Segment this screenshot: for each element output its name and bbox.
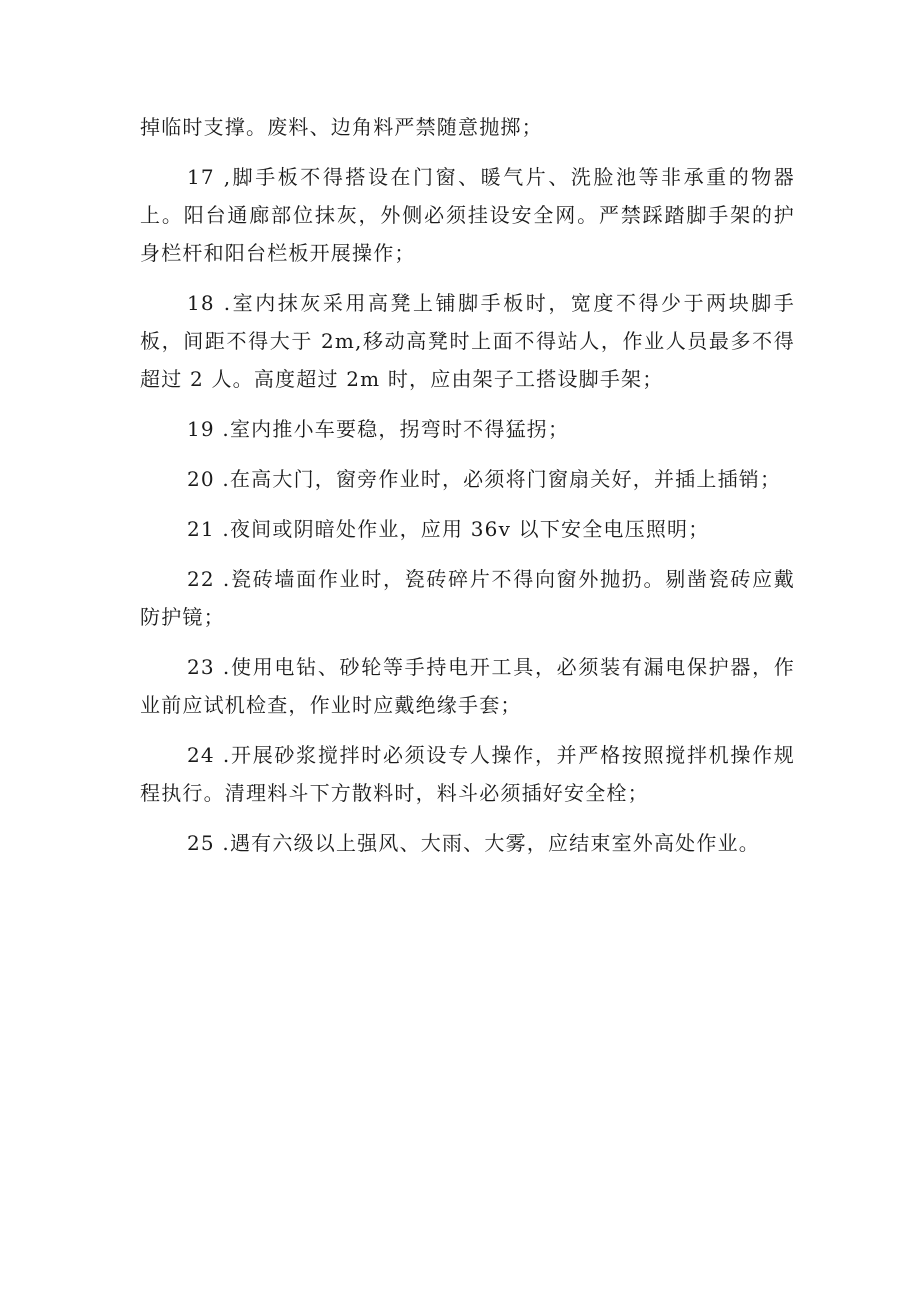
paragraph-19: 19 .室内推小车要稳，拐弯时不得猛拐；	[187, 417, 570, 441]
paragraph-16-continued: 掉临时支撑。废料、边角料严禁随意抛掷；	[140, 115, 543, 139]
paragraph-23: 23 .使用电钻、砂轮等手持电开工具，必须装有漏电保护器，作业前应试机检查，作业时应戴绝缘手套；	[140, 655, 795, 717]
paragraph-25: 25 .遇有六级以上强风、大雨、大雾，应结束室外高处作业。	[187, 831, 760, 855]
paragraph-22: 22 .瓷砖墙面作业时，瓷砖碎片不得向窗外抛扔。剔凿瓷砖应戴防护镜；	[140, 567, 795, 629]
paragraph-21: 21 .夜间或阴暗处作业，应用 36v 以下安全电压照明；	[187, 517, 710, 541]
paragraph-24: 24 .开展砂浆搅拌时必须设专人操作，并严格按照搅拌机操作规程执行。清理料斗下方散料时，料斗必须插好安全栓；	[140, 743, 795, 805]
document-body	[140, 108, 795, 874]
paragraph-20: 20 .在高大门，窗旁作业时，必须将门窗扇关好，并插上插销；	[187, 467, 782, 491]
paragraph-17: 17 ,脚手板不得搭设在门窗、暖气片、洗脸池等非承重的物器上。阳台通廊部位抹灰，外侧必须挂设安全网。严禁踩踏脚手架的护身栏杆和阳台栏板开展操作；	[140, 165, 795, 265]
paragraph-18: 18 .室内抹灰采用高凳上铺脚手板时，宽度不得少于两块脚手板，间距不得大于 2m,移动高凳时上面不得站人，作业人员最多不得超过 2 人。高度超过 2m 时，应由架子工搭设脚手架；	[140, 291, 795, 391]
